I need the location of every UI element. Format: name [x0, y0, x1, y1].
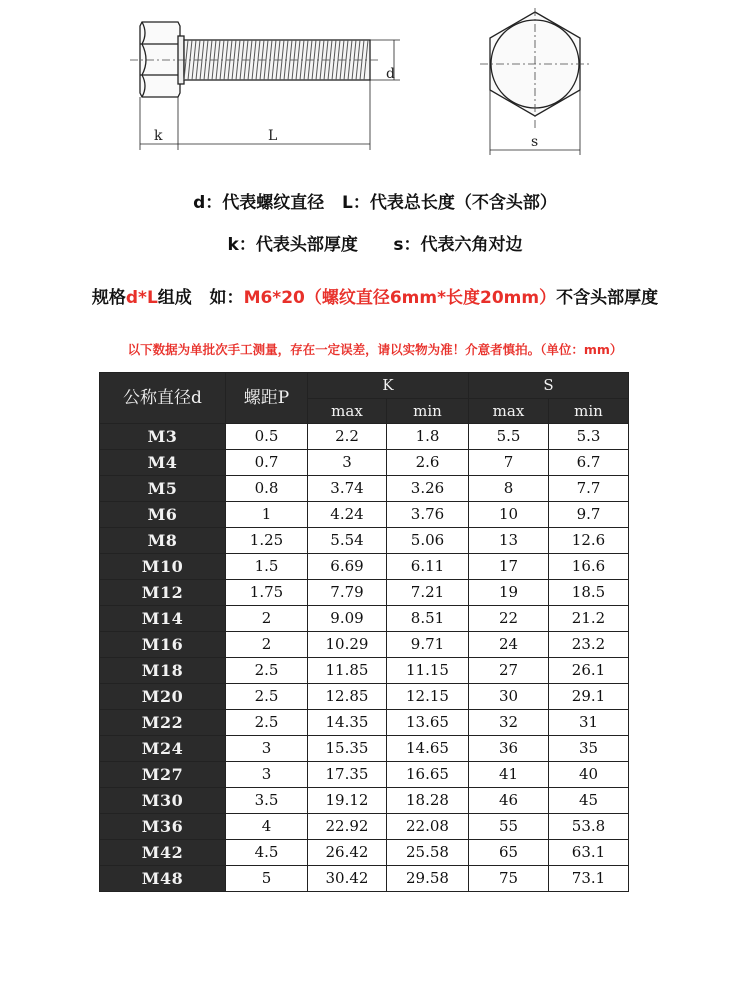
- cell-pitch: 1.5: [226, 554, 308, 580]
- cell-k-max: 9.09: [308, 606, 387, 632]
- spec-example: M6*20（螺纹直径6mm*长度20mm）: [243, 288, 557, 308]
- cell-s-max: 41: [469, 762, 549, 788]
- cell-pitch: 2.5: [226, 684, 308, 710]
- table-row: [100, 866, 629, 892]
- cell-pitch: 0.7: [226, 450, 308, 476]
- cell-s-max: 36: [469, 736, 549, 762]
- spec-table-body: [100, 424, 629, 892]
- cell-s-max: 32: [469, 710, 549, 736]
- cell-nominal-diameter: M10: [100, 554, 226, 580]
- cell-nominal-diameter: M24: [100, 736, 226, 762]
- cell-pitch: 0.8: [226, 476, 308, 502]
- cell-s-min: 63.1: [549, 840, 629, 866]
- cell-s-max: 22: [469, 606, 549, 632]
- cell-k-max: 15.35: [308, 736, 387, 762]
- legend-k-text: 代表头部厚度: [255, 235, 358, 255]
- cell-s-min: 53.8: [549, 814, 629, 840]
- cell-k-max: 22.92: [308, 814, 387, 840]
- cell-k-min: 2.6: [387, 450, 469, 476]
- cell-k-max: 7.79: [308, 580, 387, 606]
- cell-s-max: 55: [469, 814, 549, 840]
- cell-k-min: 5.06: [387, 528, 469, 554]
- cell-nominal-diameter: M20: [100, 684, 226, 710]
- cell-nominal-diameter: M12: [100, 580, 226, 606]
- cell-k-min: 16.65: [387, 762, 469, 788]
- cell-s-min: 29.1: [549, 684, 629, 710]
- bolt-spec-table: [99, 372, 629, 892]
- cell-k-max: 30.42: [308, 866, 387, 892]
- spec-format-line: [0, 283, 750, 308]
- cell-k-max: 10.29: [308, 632, 387, 658]
- bolt-drawing: [0, 0, 750, 170]
- cell-s-max: 17: [469, 554, 549, 580]
- cell-k-max: 3: [308, 450, 387, 476]
- table-row: [100, 840, 629, 866]
- cell-s-max: 5.5: [469, 424, 549, 450]
- cell-k-min: 25.58: [387, 840, 469, 866]
- header-k-min: min: [387, 399, 469, 424]
- cell-nominal-diameter: M14: [100, 606, 226, 632]
- cell-s-max: 27: [469, 658, 549, 684]
- cell-s-max: 46: [469, 788, 549, 814]
- legend-L-key: L：: [342, 193, 370, 213]
- cell-s-max: 65: [469, 840, 549, 866]
- header-s: S: [469, 373, 629, 399]
- table-row: [100, 658, 629, 684]
- table-row: [100, 788, 629, 814]
- label-s: s: [531, 134, 539, 150]
- cell-s-min: 9.7: [549, 502, 629, 528]
- cell-s-min: 6.7: [549, 450, 629, 476]
- cell-s-min: 5.3: [549, 424, 629, 450]
- cell-k-min: 13.65: [387, 710, 469, 736]
- cell-k-min: 14.65: [387, 736, 469, 762]
- cell-s-max: 30: [469, 684, 549, 710]
- cell-k-max: 6.69: [308, 554, 387, 580]
- cell-k-max: 26.42: [308, 840, 387, 866]
- spec-code: d*L: [125, 288, 158, 308]
- cell-s-max: 24: [469, 632, 549, 658]
- cell-s-min: 18.5: [549, 580, 629, 606]
- cell-s-max: 75: [469, 866, 549, 892]
- cell-nominal-diameter: M36: [100, 814, 226, 840]
- header-nominal-diameter: 公称直径d: [100, 373, 226, 424]
- legend-d-key: d：: [193, 193, 223, 213]
- cell-s-max: 13: [469, 528, 549, 554]
- header-s-min: min: [549, 399, 629, 424]
- table-row: [100, 710, 629, 736]
- cell-nominal-diameter: M6: [100, 502, 226, 528]
- cell-pitch: 4.5: [226, 840, 308, 866]
- cell-s-min: 40: [549, 762, 629, 788]
- legend-line-2: [0, 230, 750, 255]
- cell-s-max: 7: [469, 450, 549, 476]
- label-k: k: [154, 128, 163, 144]
- cell-nominal-diameter: M48: [100, 866, 226, 892]
- cell-pitch: 5: [226, 866, 308, 892]
- cell-nominal-diameter: M5: [100, 476, 226, 502]
- cell-k-min: 8.51: [387, 606, 469, 632]
- cell-k-min: 1.8: [387, 424, 469, 450]
- cell-nominal-diameter: M4: [100, 450, 226, 476]
- cell-k-min: 3.26: [387, 476, 469, 502]
- cell-s-min: 16.6: [549, 554, 629, 580]
- cell-k-min: 18.28: [387, 788, 469, 814]
- cell-s-max: 8: [469, 476, 549, 502]
- cell-k-min: 3.76: [387, 502, 469, 528]
- cell-pitch: 1.75: [226, 580, 308, 606]
- cell-nominal-diameter: M42: [100, 840, 226, 866]
- table-row: [100, 580, 629, 606]
- cell-k-max: 12.85: [308, 684, 387, 710]
- cell-s-min: 7.7: [549, 476, 629, 502]
- cell-pitch: 3: [226, 762, 308, 788]
- cell-k-min: 7.21: [387, 580, 469, 606]
- header-k: K: [308, 373, 469, 399]
- cell-pitch: 3: [226, 736, 308, 762]
- table-row: [100, 606, 629, 632]
- table-row: [100, 554, 629, 580]
- cell-nominal-diameter: M22: [100, 710, 226, 736]
- table-row: [100, 814, 629, 840]
- label-d: d: [386, 66, 395, 82]
- cell-nominal-diameter: M18: [100, 658, 226, 684]
- cell-s-min: 35: [549, 736, 629, 762]
- table-row: [100, 762, 629, 788]
- cell-s-max: 19: [469, 580, 549, 606]
- cell-pitch: 1.25: [226, 528, 308, 554]
- cell-pitch: 2: [226, 632, 308, 658]
- table-row: [100, 502, 629, 528]
- cell-k-min: 12.15: [387, 684, 469, 710]
- legend-s-text: 代表六角对边: [420, 235, 523, 255]
- cell-s-max: 10: [469, 502, 549, 528]
- cell-nominal-diameter: M27: [100, 762, 226, 788]
- bolt-front-view: [480, 8, 592, 155]
- cell-pitch: 4: [226, 814, 308, 840]
- cell-nominal-diameter: M3: [100, 424, 226, 450]
- cell-k-max: 17.35: [308, 762, 387, 788]
- table-row: [100, 450, 629, 476]
- cell-k-min: 22.08: [387, 814, 469, 840]
- cell-k-min: 11.15: [387, 658, 469, 684]
- cell-k-max: 5.54: [308, 528, 387, 554]
- cell-k-min: 6.11: [387, 554, 469, 580]
- table-row: [100, 476, 629, 502]
- table-row: [100, 528, 629, 554]
- legend-line-1: [0, 188, 750, 213]
- cell-pitch: 2: [226, 606, 308, 632]
- cell-s-min: 23.2: [549, 632, 629, 658]
- cell-nominal-diameter: M30: [100, 788, 226, 814]
- cell-nominal-diameter: M8: [100, 528, 226, 554]
- cell-pitch: 2.5: [226, 658, 308, 684]
- cell-k-min: 29.58: [387, 866, 469, 892]
- cell-s-min: 12.6: [549, 528, 629, 554]
- cell-pitch: 3.5: [226, 788, 308, 814]
- cell-k-max: 19.12: [308, 788, 387, 814]
- cell-s-min: 31: [549, 710, 629, 736]
- cell-k-min: 9.71: [387, 632, 469, 658]
- cell-s-min: 26.1: [549, 658, 629, 684]
- label-L: L: [268, 128, 278, 144]
- cell-pitch: 2.5: [226, 710, 308, 736]
- cell-k-max: 4.24: [308, 502, 387, 528]
- measurement-notice: 以下数据为单批次手工测量，存在一定误差，请以实物为准！介意者慎拍。（单位：mm）: [127, 342, 623, 357]
- cell-s-min: 45: [549, 788, 629, 814]
- cell-k-max: 11.85: [308, 658, 387, 684]
- spec-suffix: 组成 如：: [157, 288, 244, 308]
- bolt-side-view: [130, 22, 400, 150]
- cell-s-min: 21.2: [549, 606, 629, 632]
- header-pitch: 螺距P: [226, 373, 308, 424]
- spec-prefix: 规格: [91, 288, 126, 308]
- cell-s-min: 73.1: [549, 866, 629, 892]
- cell-k-max: 14.35: [308, 710, 387, 736]
- legend-L-text: 代表总长度（不含头部）: [369, 193, 557, 213]
- header-s-max: max: [469, 399, 549, 424]
- table-row: [100, 684, 629, 710]
- table-row: [100, 424, 629, 450]
- cell-pitch: 0.5: [226, 424, 308, 450]
- legend-s-key: s：: [393, 235, 421, 255]
- spec-tail: 不含头部厚度: [556, 288, 659, 308]
- header-k-max: max: [308, 399, 387, 424]
- cell-k-max: 3.74: [308, 476, 387, 502]
- cell-nominal-diameter: M16: [100, 632, 226, 658]
- cell-k-max: 2.2: [308, 424, 387, 450]
- cell-pitch: 1: [226, 502, 308, 528]
- table-row: [100, 736, 629, 762]
- table-row: [100, 632, 629, 658]
- legend-k-key: k：: [227, 235, 256, 255]
- legend-d-text: 代表螺纹直径: [222, 193, 325, 213]
